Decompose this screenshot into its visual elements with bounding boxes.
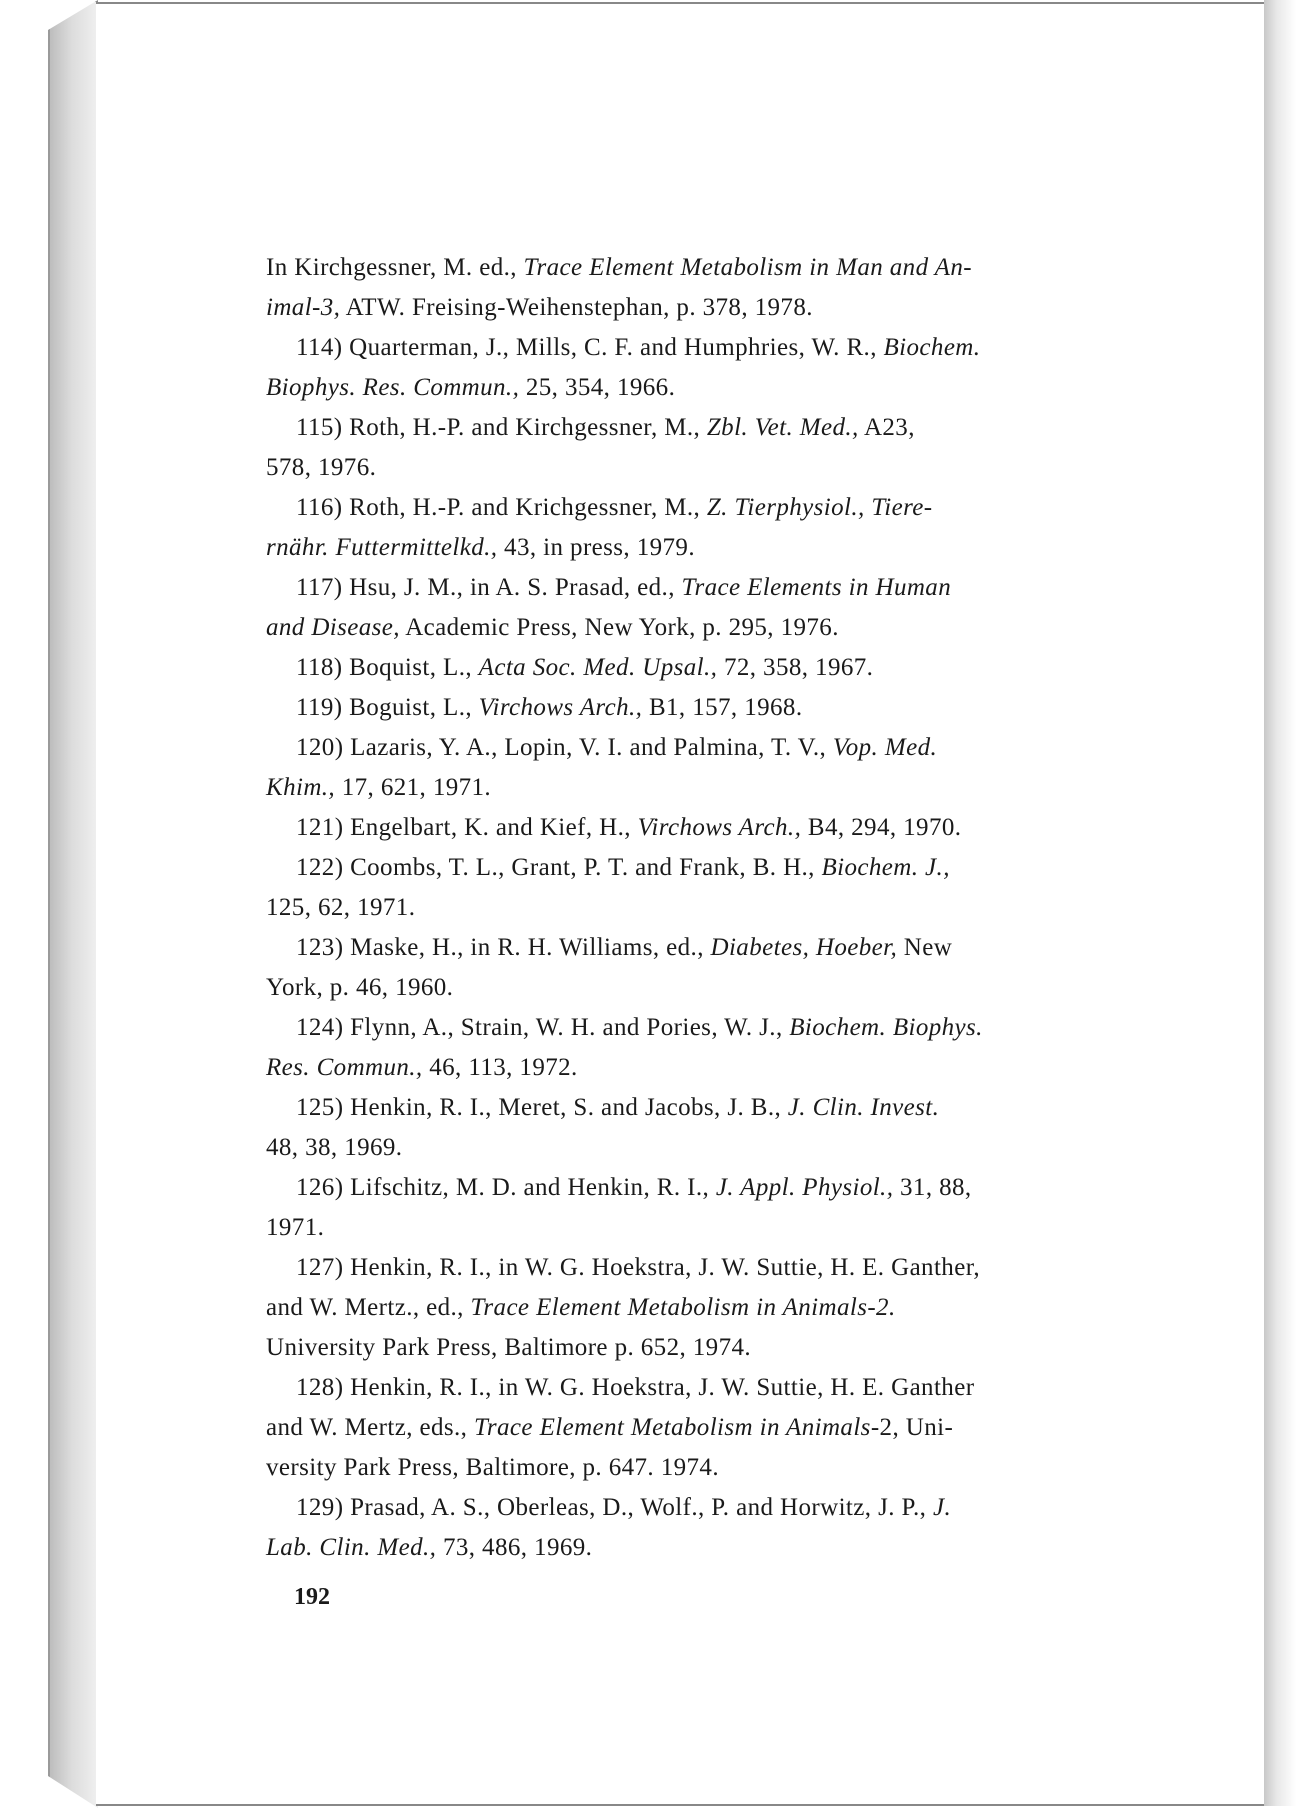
citation-text: University Park Press, Baltimore p. 652, 1974. (266, 1334, 752, 1361)
italic-citation-text: Virchows Arch., (478, 694, 643, 721)
citation-text: 73, 486, 1969. (436, 1534, 593, 1561)
reference-line (266, 488, 1146, 528)
reference-line (266, 768, 1146, 808)
citation-text: In Kirchgessner, M. ed., (266, 254, 524, 281)
citation-text: 578, 1976. (266, 454, 377, 481)
citation-text: 116) Roth, H.-P. and Krichgessner, M., (296, 494, 707, 521)
italic-citation-text: Z. Tierphysiol., Tiere- (706, 494, 933, 521)
reference-line (266, 248, 1146, 288)
citation-text: 117) Hsu, J. M., in A. S. Prasad, ed., (296, 574, 682, 601)
reference-line (266, 848, 1146, 888)
book-spine (48, 0, 98, 1808)
reference-line (266, 968, 1146, 1008)
reference-line (266, 1008, 1146, 1048)
citation-text: 43, in press, 1979. (497, 534, 695, 561)
reference-line (266, 408, 1146, 448)
citation-text: 123) Maske, H., in R. H. Williams, ed., (296, 934, 711, 961)
citation-text: 126) Lifschitz, M. D. and Henkin, R. I., (296, 1174, 716, 1201)
citation-text: Academic Press, New York, p. 295, 1976. (399, 614, 839, 641)
citation-text: and W. Mertz., ed., (266, 1294, 471, 1321)
italic-citation-text: Trace Element Metabolism in Animals (473, 1414, 871, 1441)
reference-list (266, 248, 1146, 1568)
reference-line (266, 1168, 1146, 1208)
citation-text: 31, 88, (893, 1174, 972, 1201)
citation-text: 120) Lazaris, Y. A., Lopin, V. I. and Palmina, T. V., (296, 734, 833, 761)
reference-line (266, 888, 1146, 928)
citation-text: 124) Flynn, A., Strain, W. H. and Pories, W. J., (296, 1014, 790, 1041)
reference-line (266, 1128, 1146, 1168)
italic-citation-text: Virchows Arch., (637, 814, 802, 841)
italic-citation-text: Biochem. Biophys. (789, 1014, 983, 1041)
reference-line (266, 528, 1146, 568)
reference-line (266, 1208, 1146, 1248)
italic-citation-text: Biochem. (883, 334, 981, 361)
reference-line (266, 368, 1146, 408)
citation-text: B4, 294, 1970. (801, 814, 962, 841)
citation-text: and W. Mertz, eds., (266, 1414, 474, 1441)
reference-line (266, 1088, 1146, 1128)
citation-text: 127) Henkin, R. I., in W. G. Hoekstra, J. W. Suttie, H. E. Ganther, (296, 1254, 981, 1281)
reference-line (266, 1328, 1146, 1368)
page-number: 192 (294, 1584, 330, 1610)
citation-text: 125, 62, 1971. (266, 894, 416, 921)
reference-line (266, 648, 1146, 688)
italic-citation-text: Trace Elements in Human (681, 574, 952, 601)
citation-text: New (897, 934, 953, 961)
italic-citation-text: Biophys. Res. Commun., (266, 374, 520, 401)
citation-text: 129) Prasad, A. S., Oberleas, D., Wolf., P. and Horwitz, J. P., (296, 1494, 933, 1521)
citation-text: B1, 157, 1968. (642, 694, 803, 721)
reference-line (266, 448, 1146, 488)
italic-citation-text: J. (932, 1494, 952, 1521)
citation-text: York, p. 46, 1960. (266, 974, 454, 1001)
italic-citation-text: and Disease, (266, 614, 400, 641)
citation-text: A23, (858, 414, 915, 441)
citation-text: 115) Roth, H.-P. and Kirchgessner, M., (296, 414, 707, 441)
citation-text: 17, 621, 1971. (335, 774, 492, 801)
citation-text: 128) Henkin, R. I., in W. G. Hoekstra, J. W. Suttie, H. E. Ganther (296, 1374, 975, 1401)
reference-line (266, 808, 1146, 848)
citation-text: 1971. (266, 1214, 325, 1241)
italic-citation-text: Acta Soc. Med. Upsal., (478, 654, 718, 681)
italic-citation-text: Khim., (266, 774, 336, 801)
reference-line (266, 1288, 1146, 1328)
citation-text: -2, Uni- (870, 1414, 954, 1441)
citation-text: ATW. Freising-Weihenstephan, p. 378, 1978. (340, 294, 813, 321)
reference-line (266, 568, 1146, 608)
reference-line (266, 728, 1146, 768)
reference-line (266, 288, 1146, 328)
reference-line (266, 1448, 1146, 1488)
citation-text: 25, 354, 1966. (519, 374, 676, 401)
italic-citation-text: Zbl. Vet. Med., (706, 414, 859, 441)
citation-text: 118) Boquist, L., (296, 654, 479, 681)
citation-text: 46, 113, 1972. (422, 1054, 578, 1081)
citation-text: 72, 358, 1967. (717, 654, 874, 681)
italic-citation-text: Trace Element Metabolism in Man and An- (523, 254, 972, 281)
citation-text: 48, 38, 1969. (266, 1134, 403, 1161)
citation-text: 125) Henkin, R. I., Meret, S. and Jacobs, J. B., (296, 1094, 788, 1121)
italic-citation-text: Trace Element Metabolism in Animals-2. (470, 1294, 896, 1321)
reference-line (266, 608, 1146, 648)
italic-citation-text: rnähr. Futtermittelkd., (266, 534, 498, 561)
italic-citation-text: imal-3, (266, 294, 341, 321)
citation-text: 114) Quarterman, J., Mills, C. F. and Humphries, W. R., (296, 334, 884, 361)
italic-citation-text: Biochem. J., (821, 854, 950, 881)
reference-line (266, 328, 1146, 368)
reference-line (266, 1528, 1146, 1568)
reference-line (266, 1368, 1146, 1408)
citation-text: versity Park Press, Baltimore, p. 647. 1974. (266, 1454, 719, 1481)
italic-citation-text: Res. Commun., (266, 1054, 423, 1081)
citation-text: 119) Boguist, L., (296, 694, 479, 721)
italic-citation-text: J. Clin. Invest. (787, 1094, 940, 1121)
citation-text: 121) Engelbart, K. and Kief, H., (296, 814, 638, 841)
italic-citation-text: J. Appl. Physiol., (715, 1174, 894, 1201)
reference-line (266, 1488, 1146, 1528)
citation-text: 122) Coombs, T. L., Grant, P. T. and Frank, B. H., (296, 854, 822, 881)
reference-line (266, 1248, 1146, 1288)
italic-citation-text: Diabetes, Hoeber, (710, 934, 898, 961)
italic-citation-text: Lab. Clin. Med., (266, 1534, 437, 1561)
reference-line (266, 928, 1146, 968)
italic-citation-text: Vop. Med. (832, 734, 938, 761)
reference-line (266, 1048, 1146, 1088)
reference-line (266, 688, 1146, 728)
page-edge-shadow (1264, 0, 1296, 1806)
reference-line (266, 1408, 1146, 1448)
